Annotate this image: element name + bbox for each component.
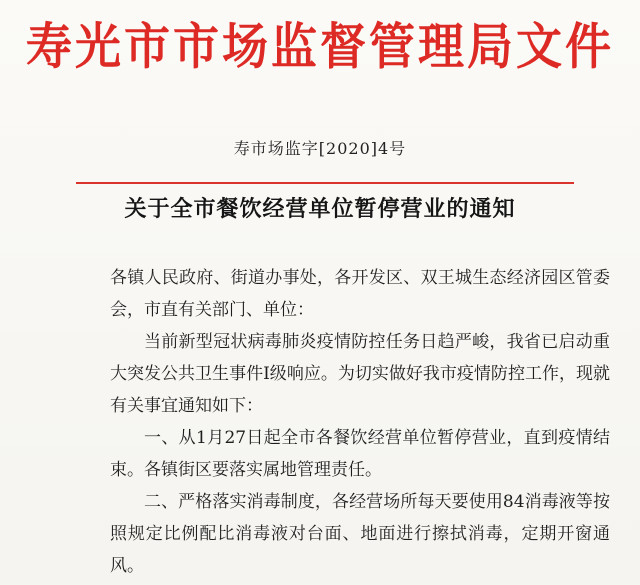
red-divider-line	[76, 182, 574, 184]
item-one-paragraph: 一、从1月27日起全市各餐饮经营单位暂停营业，直到疫情结束。各镇街区要落实属地管理责任。	[110, 428, 610, 480]
notice-body	[110, 262, 610, 582]
notice-title: 关于全市餐饮经营单位暂停营业的通知	[124, 196, 516, 222]
document-number: 寿市场监字[2020]4号	[233, 139, 407, 158]
agency-header-title: 寿光市市场监督管理局文件	[26, 16, 614, 76]
intro-paragraph: 当前新型冠状病毒肺炎疫情防控任务日趋严峻，我省已启动重大突发公共卫生事件Ⅰ级响应。为切实做好我市疫情防控工作，现就有关事宜通知如下：	[110, 332, 610, 416]
item-two-paragraph: 二、严格落实消毒制度，各经营场所每天要使用84消毒液等按照规定比例配比消毒液对台面、地面进行擦拭消毒，定期开窗通风。	[110, 492, 610, 576]
addressee-paragraph: 各镇人民政府、街道办事处，各开发区、双王城生态经济园区管委会，市直有关部门、单位：	[110, 268, 610, 320]
